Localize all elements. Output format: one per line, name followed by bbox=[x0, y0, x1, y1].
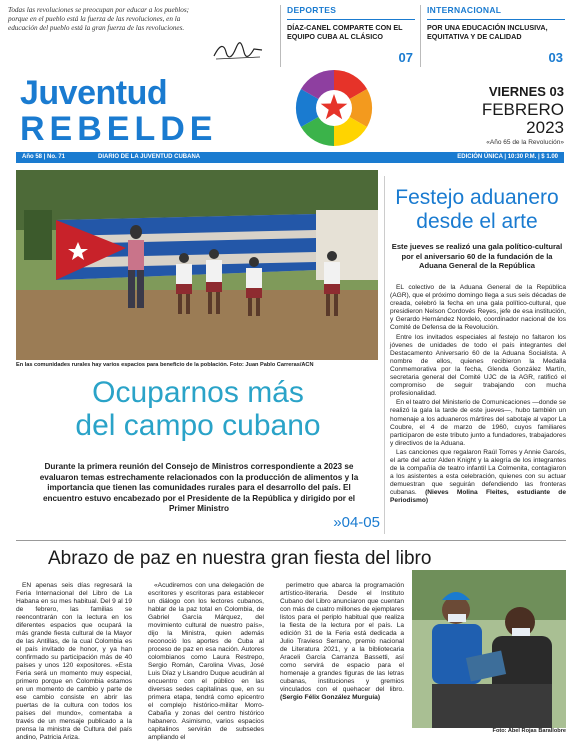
lead-photo-illustration bbox=[16, 170, 378, 360]
side-story-body bbox=[390, 284, 566, 507]
editorial-quote: Todas las revoluciones se preocupan por educar a los pueblos; porque en el pueblo está la fuerza de las revoluciones, en la educación del pueblo está la gran fuerza de las revoluciones. bbox=[8, 6, 190, 32]
lead-headline-line1: Ocuparnos más bbox=[92, 376, 304, 409]
section-page-number: 03 bbox=[548, 50, 563, 65]
section-label: DEPORTES bbox=[287, 5, 337, 15]
issue-year: 2023 bbox=[526, 118, 564, 137]
book-fair-photo-caption: Foto: Abel Rojas Barallobre bbox=[492, 728, 566, 734]
tagline: DIARIO DE LA JUVENTUD CUBANA bbox=[98, 154, 201, 160]
edition-info: EDICIÓN ÚNICA | 10:30 P.M. | $ 1.00 bbox=[457, 154, 558, 160]
book-fair-photo-illustration bbox=[412, 570, 566, 728]
lead-photo-caption: En las comunidades rurales hay varios espacios para beneficio de la población. Foto: Juan Pablo Carreras/ACN bbox=[16, 362, 314, 368]
side-story-paragraph-text: Las canciones que regalaron Raúl Torres y Annie Garcés, el arte del actor Alden Knight y la alegría de los integrantes de la compañía de teatro infantil La Colmenita, contagiaron a los asistentes a esta celebración, quienes con su actuar demuestran que seguirán defendiendo las fronteras cubanas. bbox=[390, 448, 566, 497]
side-story-credit: (Nieves Molina Fleites, estudiante de Periodismo) bbox=[390, 489, 566, 505]
book-fair-text-body: perímetro que abarca la programación artístico-literaria. Desde el Instituto Cubano del Libro anunciaron que cuentan con más de cuatro millones de ejemplares listos para el periplo habitual que realiza la fiesta de la lectura por el país. La edición 31 de la Feria está dedicada a Julio Travieso Serrano, premio nacional de Literatura 2021, y a la bibliotecaria Araceli García Carranza Bassetti, así como servirá de espacio para el homenaje a grandes figuras de las letras cubanas, instituciones y gremios vinculados con el quehacer del libro. bbox=[280, 582, 404, 693]
side-story-headline-line2: desde el arte bbox=[416, 210, 538, 233]
section-page-number: 07 bbox=[398, 50, 413, 65]
side-story-subtitle: Este jueves se realizó una gala político-cultural por el aniversario 60 de la fundación de la Aduana General de la República bbox=[391, 242, 563, 271]
side-story-paragraph: En el teatro del Ministerio de Comunicaciones —donde se realizó la gala la tarde de este jueves—, hubo también un homenaje a los aduaneros mártires del sabotaje al vapor La Coubre, el 4 de marzo de 1960, cuyos familiares participaron de este tributo junto a fundadores, trabajadores y directivos de la Aduana. bbox=[390, 399, 566, 447]
lead-summary: Durante la primera reunión del Consejo de Ministros correspondiente a 2023 se evaluaron temas estrechamente relacionados con la producción de alimentos y la importancia que tienen las comunidades rurales para el desarrollo del país. El encuentro estuvo encabezado por el Presidente de la República y dirigido por el Primer Ministro bbox=[39, 462, 359, 513]
side-story-paragraph: EL colectivo de la Aduana General de la República (AGR), que el próximo domingo llega a sus seis décadas de creada, celebró la fecha en una gala político-cultural, que presidieron Nelson Cordovés Reyes, jefe de esa institución, y Gerardo Hernández Nordelo, coordinador nacional de los Comité de Defensa de la Revolución. bbox=[390, 284, 566, 332]
book-fair-credit: (Sergio Félix González Murguía) bbox=[280, 694, 381, 701]
lead-page-reference[interactable]: »04-05 bbox=[333, 514, 380, 531]
issue-day: VIERNES 03 bbox=[488, 84, 564, 99]
star-emblem-icon bbox=[292, 66, 376, 150]
book-fair-headline[interactable]: Abrazo de paz en nuestra gran fiesta del libro bbox=[48, 548, 432, 569]
lead-photo[interactable] bbox=[16, 170, 378, 360]
lead-headline[interactable] bbox=[16, 376, 380, 442]
lead-headline-line2: del campo cubano bbox=[75, 409, 321, 442]
section-headline: POR UNA EDUCACIÓN INCLUSIVA, EQUITATIVA Y DE CALIDAD bbox=[427, 23, 548, 41]
book-fair-column-3 bbox=[280, 582, 404, 702]
side-story-paragraph bbox=[390, 449, 566, 506]
book-fair-text: EN apenas seis días regresará la Feria Internacional del Libro de La Habana en su mes habitual. Del 9 al 19 de febrero, las familias se reencontrarán con la lectura en los diferentes espacios que ocupará la más grande fiesta cultural de la Mayor de las Antillas, de la cual Colombia es el país invitado de honor, y ya han confirmado su participación más de 40 países y unos 120 expositores. «Esta Feria será un momento muy especial, primero porque en Colombia estamos en un momento de cambio y parte de ese cambio consiste en abrir las puertas de la cultura con todos los países del mundo», comentaba a través de un mensaje publicado a la prensa la ministra de Cultura del país andino, Patricia Ariza. bbox=[16, 582, 132, 741]
signature bbox=[212, 40, 264, 62]
side-story-headline-line1: Festejo aduanero bbox=[395, 186, 559, 209]
section-teaser-internacional[interactable] bbox=[420, 5, 567, 67]
book-fair-column-2 bbox=[148, 582, 264, 742]
column-divider bbox=[384, 176, 385, 534]
issue-number: Año 58 | No. 71 bbox=[22, 154, 66, 160]
book-fair-photo[interactable] bbox=[412, 570, 566, 728]
section-rule bbox=[16, 540, 566, 541]
book-fair-text bbox=[280, 582, 404, 702]
section-label: INTERNACIONAL bbox=[427, 5, 502, 15]
section-teaser-deportes[interactable] bbox=[280, 5, 417, 67]
book-fair-column-1 bbox=[16, 582, 132, 742]
side-story-headline[interactable] bbox=[388, 186, 566, 234]
book-fair-text: «Acudiremos con una delegación de escritores y escritoras para establecer un diálogo con los lectores cubanos, hablar de la paz total en Colombia, de Gabriel García Márquez, del movimiento cultural de nuestro país», dijo la Ministra, quien además reconoció los aportes de Cuba al proceso de paz en esa nación. Autores colombianos como Laura Restrepo, Sergio Román, Carolina Vivas, José Luis Díaz y Lisandro Duque acudirán al encuentro con el público en las diversas sedes capitalinas que, en su primera etapa, tendrá como epicentro el complejo histórico-militar Morro-Cabaña y zonas del centro histórico habanero. Asimismo, varios espacios capitalinos servirán de subsedes ampliando el bbox=[148, 582, 264, 741]
logo-rebelde: REBELDE bbox=[20, 110, 218, 148]
issue-month: FEBRERO bbox=[481, 100, 564, 119]
anniversary-motto: «Año 65 de la Revolución» bbox=[486, 139, 564, 146]
logo-juventud: Juventud bbox=[20, 74, 168, 112]
section-headline: DÍAZ-CANEL COMPARTE CON EL EQUIPO CUBA AL CLÁSICO bbox=[287, 23, 403, 41]
side-story-paragraph: Entre los invitados especiales al festejo no faltaron los jóvenes de unidades de todo el país integrantes del Destacamento Aniversario 60 de la Aduana Socialista. A nombre de ellos, quienes recibieron la Medalla Conmemorativa por la fecha, Glenda González Martín, secretaria general del Comité UJC de la AGR, ratificó el compromiso de seguir trabajando con mucha profesionalidad. bbox=[390, 333, 566, 398]
masthead-info-bar bbox=[16, 152, 564, 163]
